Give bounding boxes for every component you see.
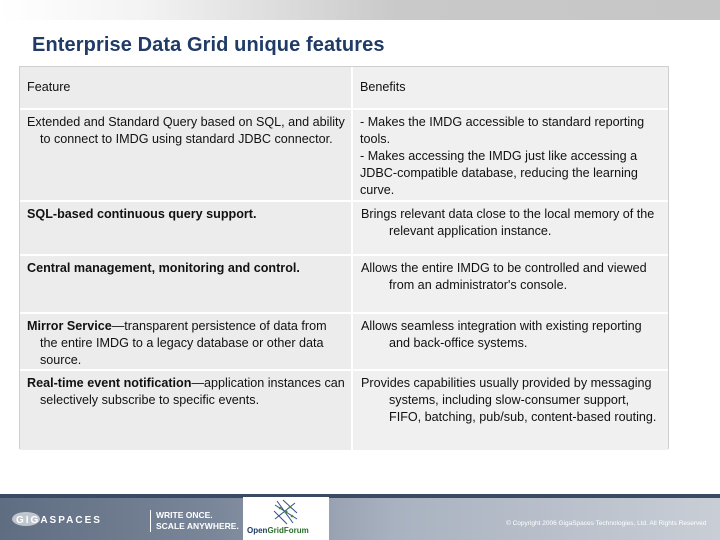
- grid-globe-icon: [273, 499, 299, 525]
- header-benefits: Benefits: [351, 67, 668, 108]
- feature-text: —application instances can selectively subscribe to specific events.: [40, 376, 345, 407]
- feature-cell: [20, 256, 351, 314]
- table-row: [20, 369, 668, 450]
- table-row: [20, 108, 668, 202]
- footer-bar: [0, 494, 720, 540]
- page-title: Enterprise Data Grid unique features: [32, 34, 385, 56]
- header-feature: Feature: [20, 67, 351, 108]
- features-table: [19, 66, 669, 449]
- copyright-text: © Copyright 2006 GigaSpaces Technologies, Ltd. All Rights Reserved: [506, 520, 707, 527]
- feature-bold: Central management, monitoring and control.: [27, 261, 300, 275]
- table-row: [20, 254, 668, 314]
- feature-bold: Mirror Service: [27, 319, 112, 333]
- open-grid-forum-logo: [243, 497, 329, 540]
- table-row: [20, 312, 668, 371]
- ogf-open: Open: [247, 526, 268, 535]
- ogf-forum: Forum: [283, 526, 309, 535]
- feature-bold: Real-time event notification: [27, 376, 192, 390]
- benefit-cell: Provides capabilities usually provided by messaging systems, including slow-consumer support, FIFO, batching, pub/sub, content-based routing.: [351, 371, 668, 450]
- benefit-cell: Allows seamless integration with existing reporting and back-office systems.: [351, 314, 668, 371]
- open-grid-forum-text: [247, 526, 309, 535]
- feature-text: Extended and Standard Query based on SQL, and ability to connect to IMDG using standard JDBC connector.: [27, 115, 345, 146]
- feature-cell: [20, 314, 351, 371]
- feature-bold: SQL-based continuous query support.: [27, 207, 257, 221]
- footer-accent-strip: [0, 494, 720, 498]
- gigaspaces-logo: GIGASPACES: [16, 515, 102, 526]
- benefit-cell: Brings relevant data close to the local memory of the relevant application instance.: [351, 202, 668, 256]
- feature-cell: [20, 202, 351, 256]
- slogan-line-1: WRITE ONCE.: [156, 510, 213, 520]
- top-gradient-bar: [0, 0, 720, 20]
- benefit-cell: - Makes the IMDG accessible to standard reporting tools. - Makes accessing the IMDG just like accessing a JDBC-compatible database, reducing the learning curve.: [351, 110, 668, 202]
- table-header-row: [20, 67, 668, 108]
- slogan-line-2: SCALE ANYWHERE.: [156, 521, 239, 531]
- slogan: [150, 510, 239, 532]
- benefit-cell: Allows the entire IMDG to be controlled and viewed from an administrator's console.: [351, 256, 668, 314]
- ogf-grid: Grid: [267, 526, 284, 535]
- feature-cell: [20, 371, 351, 450]
- feature-text: —transparent persistence of data from the entire IMDG to a legacy database or other data source.: [40, 319, 327, 367]
- feature-cell: [20, 110, 351, 202]
- table-row: [20, 200, 668, 256]
